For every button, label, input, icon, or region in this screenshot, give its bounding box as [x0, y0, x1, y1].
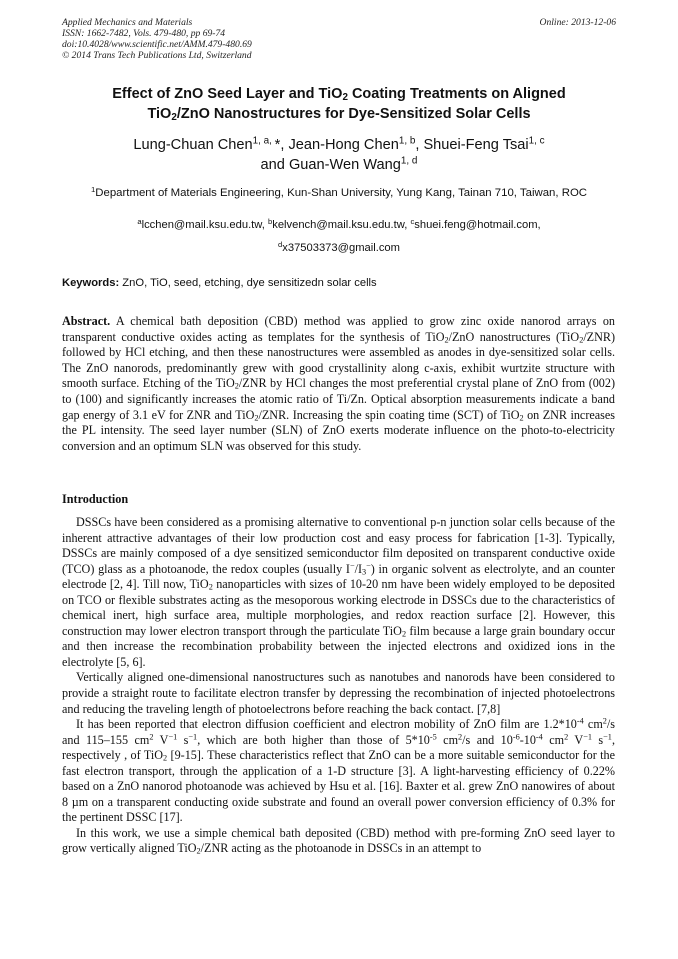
paragraph: It has been reported that electron diffusion coefficient and electron mobility of ZnO film are $1.2*10^{-4}$ $cm^2/s$ and 115–155 $cm^2$ $V^{-1}$ $s^{-1}$, which are both higher than those of $5*10^{-5}$ $cm^2/s$ and $10^{-6}-10^{-4}$ $cm^2$ $V^{-1}$ $s^{-1}$, respectively , of TiO$_2$ [9-15]. These characteristics reflect that ZnO can be a more suitable semiconductor for the fast electron transport, through the application of a 1-D structure [3]. A light-harvesting efficiency of 0.22% based on a ZnO nanorod photoanode was achieved by Hsu et al. [16]. Baxter et al. grew ZnO nanowires of about 8 µm on a transparent conducting oxide substrate and found an overall power conversion efficiency of 0.3% for the pertinent DSSC [17]. [62, 716, 615, 825]
author-emails: $^a$lcchen@mail.ksu.edu.tw, $^b$kelvench@mail.ksu.edu.tw, $^c$shuei.feng@hotmail.com, $^d$x37503373@gmail.com [137, 216, 541, 254]
author-name: Lung-Chuan Chen [133, 137, 253, 153]
abstract-label: Abstract. [62, 314, 111, 328]
author-name: Shuei-Feng Tsai [423, 137, 529, 153]
paragraph: Vertically aligned one-dimensional nanostructures such as nanotubes and nanorods have been considered to provide a straight route to facilitate electron transfer by depressing the recombination of injected photoelectrons and reducing the traveling length of photoelectrons before reaching the back contact. [7,8] [62, 670, 615, 716]
paragraph: In this work, we use a simple chemical bath deposited (CBD) method with pre-forming ZnO seed layer to grow vertically aligned TiO$_2$/ZNR acting as the photoanode in DSSCs in an attempt to [62, 825, 615, 857]
email-link[interactable]: shuei.feng@hotmail.com, [414, 219, 541, 231]
email-link[interactable]: lcchen@mail.ksu.edu.tw, [141, 219, 268, 231]
email-link[interactable]: kelvench@mail.ksu.edu.tw, [272, 219, 411, 231]
introduction-heading: Introduction [62, 492, 129, 506]
doi-line: doi:10.4028/www.scientific.net/AMM.479-480.69 [62, 39, 252, 50]
author-name: Jean-Hong Chen [288, 137, 399, 153]
copyright-line: © 2014 Trans Tech Publications Ltd, Switzerland [62, 50, 252, 61]
keywords-text: ZnO, TiO, seed, etching, dye sensitizedn solar cells [119, 277, 377, 289]
paragraph: DSSCs have been considered as a promising alternative to conventional p-n junction solar cells because of the inherent attractive advantages of their low production cost and easy process for fabrication [1-3]. Typically, DSSCs are mainly composed of a dye sensitized semiconductor film deposited on transparent conductive oxide (TCO) glass as a photoanode, the redox couples (usually $I^-/I_3^-$) in organic solvent as electrolyte, and an counter electrode [2, 4]. Till now, TiO$_2$ nanoparticles with sizes of 10-20 nm have been widely employed to be deposited on TCO or flexible substrates acting as the mesoporous working electrode in DSSCs due to the characteristics of chemical inert, high surface area, multiple morphologies, and redox reaction surface [2]. However, this construction may lower electron transport through the particulate TiO$_2$ film because a large grain boundary occur and then increase the recombination probability between the injected electrons and oxidized ions in the electrolyte [5, 6]. [62, 515, 615, 669]
author-list: Lung-Chuan Chen$^{1, a,}$ *, Jean-Hong Chen$^{1, b}$, Shuei-Feng Tsai$^{1, c}$ and Guan-Wen Wang$^{1, d}$ [133, 135, 545, 173]
author-name: Guan-Wen Wang [288, 157, 401, 173]
journal-name: Applied Mechanics and Materials [62, 17, 193, 28]
abstract-section: Abstract. A chemical bath deposition (CBD) method was applied to grow zinc oxide nanorod arrays on transparent conductive oxides acting as templates for the synthesis of TiO$_2$/ZnO nanostructures (TiO$_2$/ZNR) followed by HCl etching, and then these nanostructures were assembled as anodes in dye-sensitized solar cells. The ZnO nanorods, predominantly grew with good crystallinity along c-axis, exhibit wurtzite structure with smooth surface. Etching of the TiO$_2$/ZNR by HCl changes the most preferential crystal plane of ZnO from (002) to (100) and significantly increases the atomic ratio of Ti/Zn. Optical absorption measurements indicate a band gap energy of 3.1 eV for ZNR and TiO$_2$/ZNR. Increasing the spin coating time (SCT) of TiO$_2$ on ZNR increases the PL intensity. The seed layer number (SLN) of ZnO exerts moderate influence on the photo-to-electricity conversion and an optimum SLN was observed for this study. [62, 314, 616, 453]
introduction-body [62, 515, 615, 857]
keywords-label: Keywords: [62, 277, 120, 289]
keywords-section [62, 276, 616, 291]
online-date: Online: 2013-12-06 [539, 17, 616, 28]
email-link[interactable]: x37503373@gmail.com [282, 242, 400, 254]
paper-title: Effect of ZnO Seed Layer and TiO$_2$ Coating Treatments on Aligned TiO$_2$/ZnO Nanostructures for Dye-Sensitized Solar Cells [112, 86, 566, 123]
issn-line: ISSN: 1662-7482, Vols. 479-480, pp 69-74 [62, 28, 226, 39]
affiliation: $^1$Department of Materials Engineering, Kun-Shan University, Yung Kang, Tainan 710, Taiwan, ROC [90, 184, 588, 199]
journal-header [62, 17, 252, 61]
